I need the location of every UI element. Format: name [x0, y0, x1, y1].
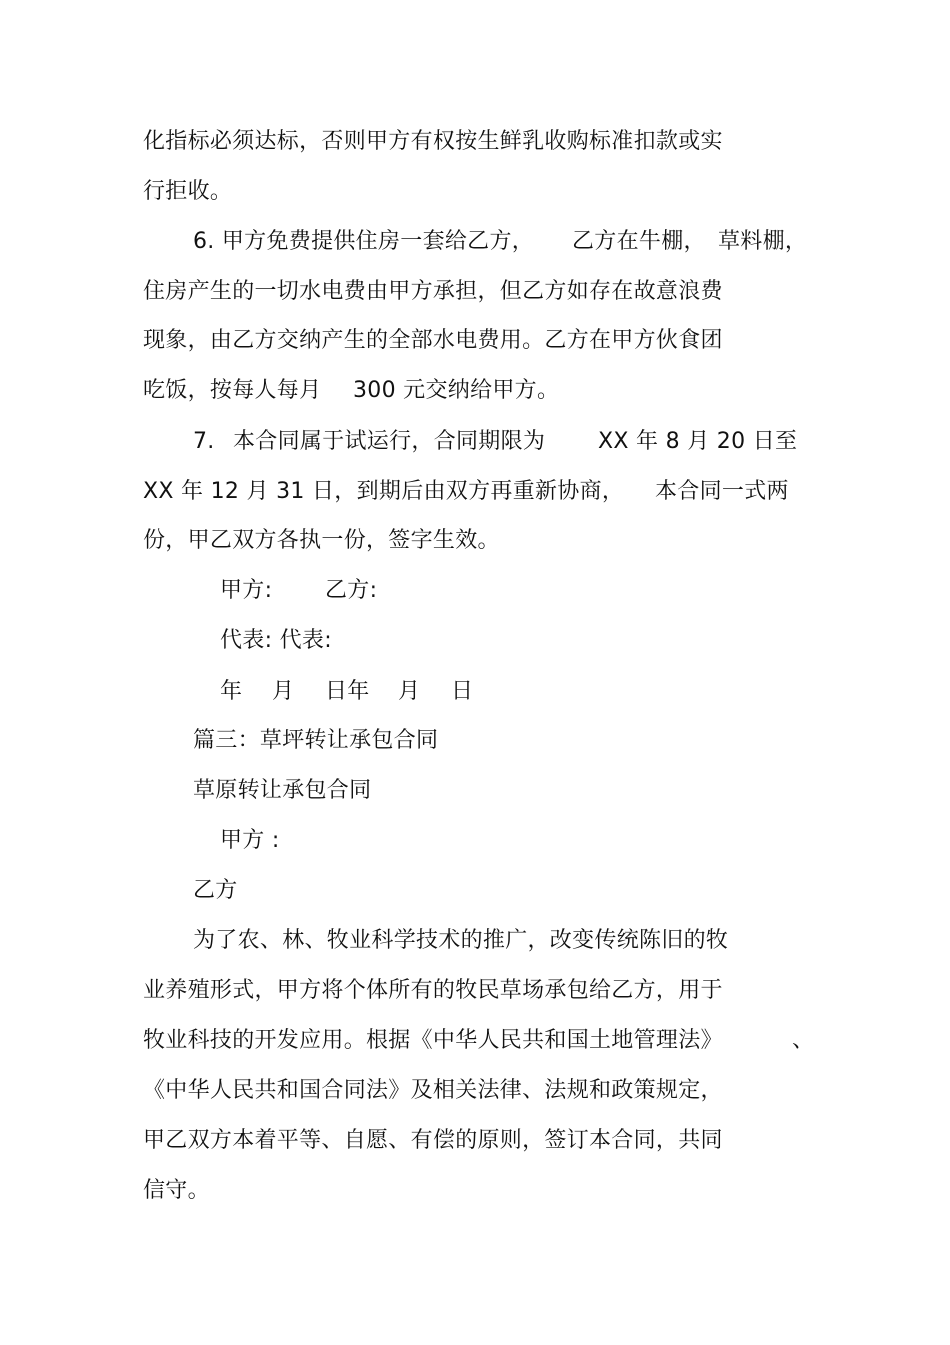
text-line: 牧业科技的开发应用。根据《中华人民共和国土地管理法》 [143, 1028, 723, 1053]
text-line: 吃饭，按每人每月 [143, 378, 322, 403]
text-line: XX 年 8 月 20 日至 [598, 429, 798, 454]
text-line: 为了农、林、牧业科学技术的推广，改变传统陈旧的牧 [193, 928, 729, 953]
text-line: 6. 甲方免费提供住房一套给乙方， [193, 229, 535, 254]
text-line: 甲乙双方本着平等、自愿、有偿的原则，签订本合同，共同 [143, 1128, 723, 1153]
text-line: 《中华人民共和国合同法》及相关法律、法规和政策规定， [143, 1078, 723, 1103]
text-line: 300 元交纳给甲方。 [353, 378, 560, 403]
party-a-label: 甲方 : [220, 828, 280, 853]
text-line: 份，甲乙双方各执一份，签字生效。 [143, 528, 500, 553]
signature-party-a-label: 甲方: [220, 578, 273, 603]
text-line: 、 [792, 1028, 815, 1053]
representative-label: 代表: 代表: [220, 628, 332, 653]
text-line: 住房产生的一切水电费由甲方承担，但乙方如存在故意浪费 [143, 279, 723, 304]
party-b-label: 乙方 [193, 878, 238, 903]
text-line: 7. [193, 429, 215, 454]
text-line: 现象，由乙方交纳产生的全部水电费用。乙方在甲方伙食团 [143, 328, 723, 353]
date-field: 月 [398, 679, 421, 704]
text-line: 本合同一式两 [655, 479, 789, 504]
text-line: 信守。 [143, 1178, 210, 1203]
text-line: 行拒收。 [143, 179, 233, 204]
text-line: 化指标必须达标，否则甲方有权按生鲜乳收购标准扣款或实 [143, 129, 723, 154]
text-line: 业养殖形式，甲方将个体所有的牧民草场承包给乙方，用于 [143, 978, 723, 1003]
date-field: 日年 [325, 679, 370, 704]
text-line: 本合同属于试运行，合同期限为 [233, 429, 546, 454]
signature-party-b-label: 乙方: [325, 578, 378, 603]
date-field: 年 [220, 679, 243, 704]
text-line: 草料棚， [718, 229, 808, 254]
date-field: 日 [451, 679, 474, 704]
text-line: XX 年 12 月 31 日，到期后由双方再重新协商， [143, 479, 625, 504]
text-line: 乙方在牛棚， [572, 229, 706, 254]
date-field: 月 [272, 679, 295, 704]
section-heading: 篇三：草坪转让承包合同 [193, 728, 439, 753]
contract-title: 草原转让承包合同 [193, 778, 372, 803]
